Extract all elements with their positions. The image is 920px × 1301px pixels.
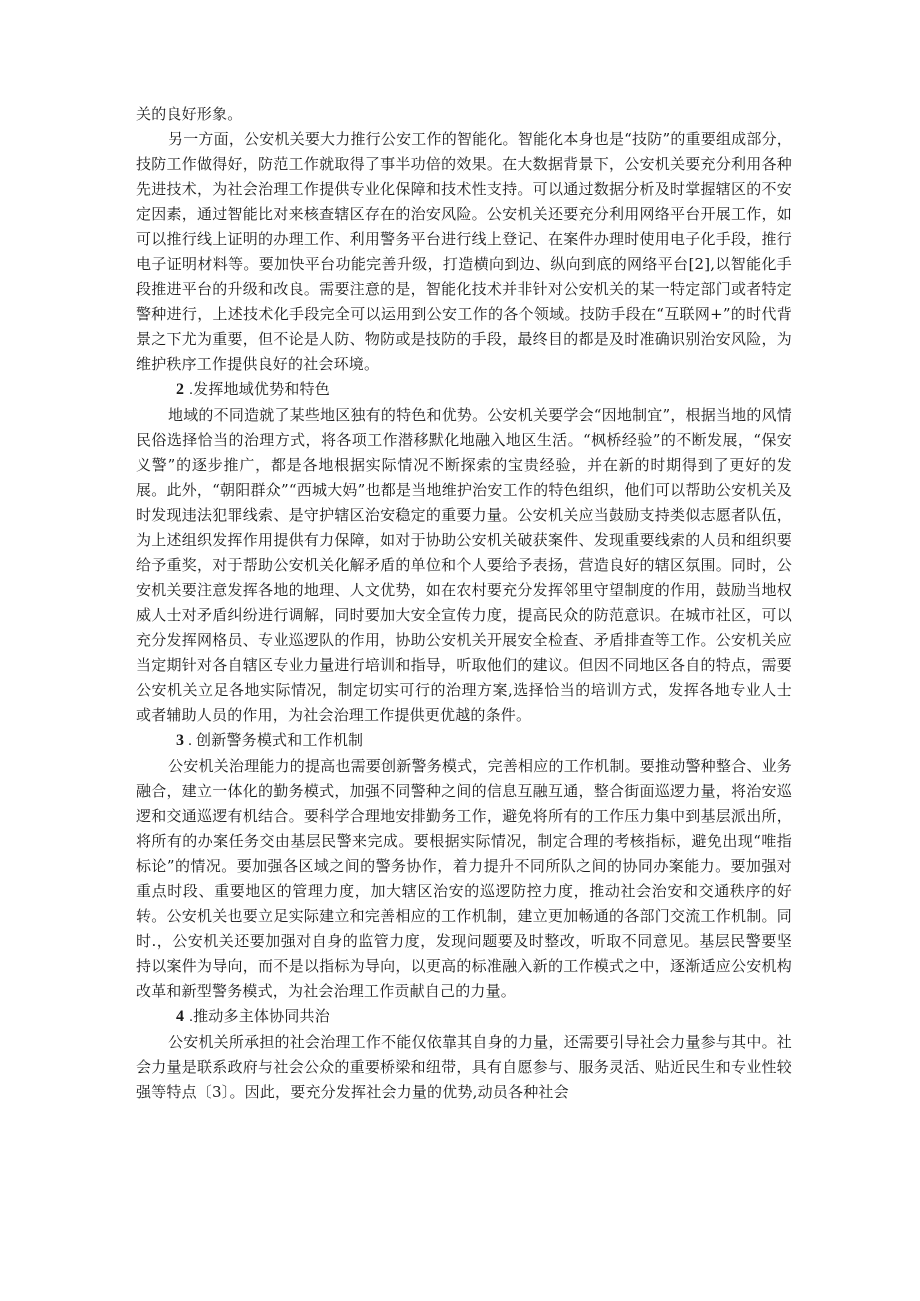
section-heading-4 [136,1004,792,1030]
section-number: 4 [176,1008,185,1025]
section-title: . 创新警务模式和工作机制 [184,733,364,749]
section-title: .推动多主体协同共治 [189,1009,330,1025]
paragraph-policing-innovation: 公安机关治理能力的提高也需要创新警务模式，完善相应的工作机制。要推动警种整合、业务融合，建立一体化的勤务模式，加强不同警种之间的信息互融互通，整合街面巡逻力量，将治安巡逻和交通巡逻有机结合。要科学合理地安排勤务工作，避免将所有的工作压力集中到基层派出所，将所有的办案任务交由基层民警来完成。要根据实际情况，制定合理的考核指标，避免出现“唯指标论”的情况。要加强各区域之间的警务协作，着力提升不同所队之间的协同办案能力。要加强对重点时段、重要地区的管理力度，加大辖区治安的巡逻防控力度，推动社会治安和交通秩序的好转。公安机关也要立足实际建立和完善相应的工作机制，建立更加畅通的各部门交流工作机制。同时.，公安机关还要加强对自身的监管力度，发现问题要及时整改，听取不同意见。基层民警要坚持以案件为导向，而不是以指标为导向，以更高的标准融入新的工作模式之中，逐渐适应公安机构改革和新型警务模式，为社会治理工作贡献自己的力量。 [136,757,792,1000]
section-number: 2 [176,381,185,398]
paragraph-smart-policing: 另一方面，公安机关要大力推行公安工作的智能化。智能化本身也是“技防”的重要组成部分，技防工作做得好，防范工作就取得了事半功倍的效果。在大数据背景下，公安机关要充分利用各种先进技术，为社会治理工作提供专业化保障和技术性支持。可以通过数据分析及时掌握辖区的不安定因素，通过智能比对来核查辖区存在的治安风险。公安机关还要充分利用网络平台开展工作，如可以推行线上证明的办理工作、利用警务平台进行线上登记、在案件办理时使用电子化手段，推行电子证明材料等。要加快平台功能完善升级，打造横向到边、纵向到底的网络平台[2],以智能化手段推进平台的升级和改良。需要注意的是，智能化技术并非针对公安机关的某一特定部门或者特定警种进行，上述技术化手段完全可以运用到公安工作的各个领域。技防手段在“互联网+”的时代背景之下尤为重要，但不论是人防、物防或是技防的手段，最终目的都是及时准确识别治安风险，为维护秩序工作提供良好的社会环境。 [136,130,792,373]
paragraph-regional-advantage: 地域的不同造就了某些地区独有的特色和优势。公安机关要学会“因地制宜”，根据当地的风情民俗选择恰当的治理方式，将各项工作潜移默化地融入地区生活。“枫桥经验”的不断发展，“保安义警”的逐步推广，都是各地根据实际情况不断探索的宝贵经验，并在新的时期得到了更好的发展。此外，“朝阳群众”“西城大妈”也都是当地维护治安工作的特色组织，他们可以帮助公安机关及时发现违法犯罪线索、是守护辖区治安稳定的重要力量。公安机关应当鼓励支持类似志愿者队伍，为上述组织发挥作用提供有力保障，如对于协助公安机关破获案件、发现重要线索的人员和组织要给予重奖，对于帮助公安机关化解矛盾的单位和个人要给予表扬，营造良好的辖区氛围。同时，公安机关要注意发挥各地的地理、人文优势，如在农村要充分发挥邻里守望制度的作用，鼓励当地权威人士对矛盾纠纷进行调解，同时要加大安全宣传力度，提高民众的防范意识。在城市社区，可以充分发挥网格员、专业巡逻队的作用，协助公安机关开展安全检查、矛盾排查等工作。公安机关应当定期针对各自辖区专业力量进行培训和指导，听取他们的建议。但因不同地区各自的特点，需要公安机关立足各地实际情况，制定切实可行的治理方案,选择恰当的培训方式，发挥各地专业人士或者辅助人员的作用，为社会治理工作提供更优越的条件。 [136,406,792,724]
document-page [136,102,792,1105]
section-heading-2 [136,377,792,403]
section-heading-3 [136,728,792,754]
section-title: .发挥地域优势和特色 [189,382,330,398]
paragraph-co-governance: 公安机关所承担的社会治理工作不能仅依靠其自身的力量，还需要引导社会力量参与其中。社会力量是联系政府与社会公众的重要桥梁和纽带，具有自愿参与、服务灵活、贴近民生和专业性较强等特点〔3〕。因此，要充分发挥社会力量的优势,动员各种社会 [136,1033,792,1101]
section-number: 3 [176,732,185,749]
paragraph-intro: 关的良好形象。 [136,105,243,123]
